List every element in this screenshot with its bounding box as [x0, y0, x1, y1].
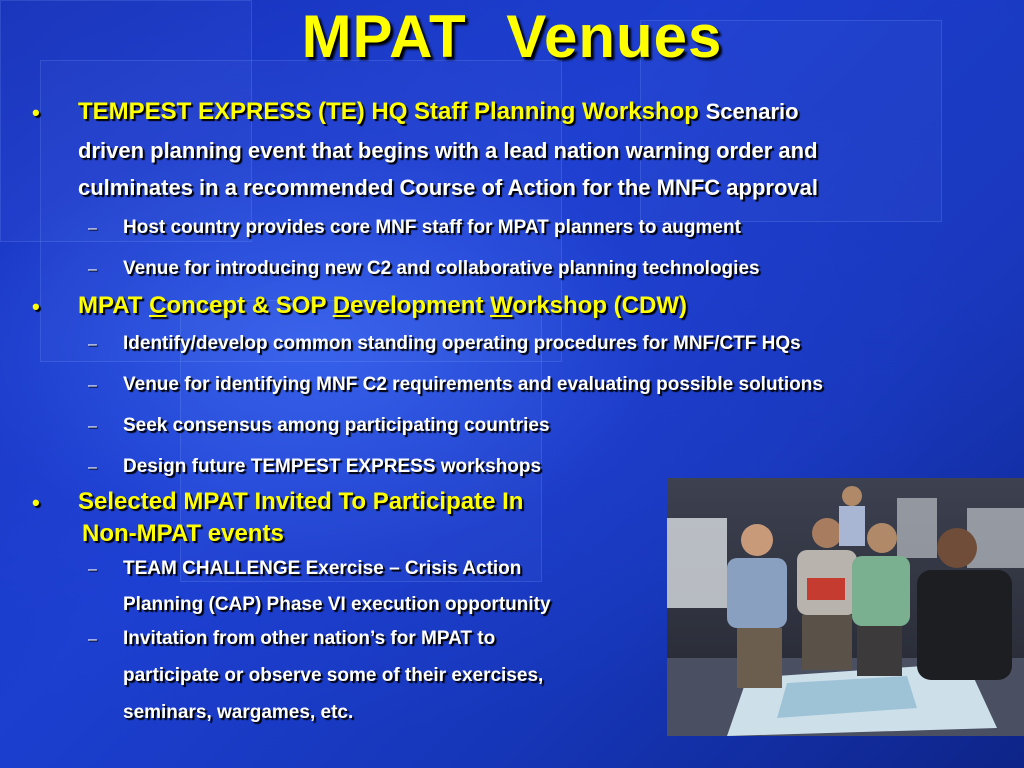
- bullet-3-line-1: Selected MPAT Invited To Participate In: [78, 488, 524, 515]
- dash-marker: –: [88, 261, 97, 278]
- heading-part: oncept & SOP: [166, 292, 333, 319]
- dash-marker: –: [88, 631, 97, 648]
- sub-bullet: Invitation from other nation’s for MPAT to: [123, 628, 496, 649]
- heading-letter: D: [332, 292, 351, 319]
- bullet-1-line-3: culminates in a recommended Course of Action for the MNFC approval: [78, 175, 818, 200]
- dash-marker: –: [88, 561, 97, 578]
- dash-marker: –: [88, 459, 97, 476]
- dash-marker: –: [88, 336, 97, 353]
- sub-bullet-continued: seminars, wargames, etc.: [123, 702, 354, 723]
- sub-bullet-continued: Planning (CAP) Phase VI execution opportunity: [123, 594, 551, 615]
- dash-marker: –: [88, 418, 97, 435]
- sub-bullet: Host country provides core MNF staff for MPAT planners to augment: [123, 217, 741, 238]
- heading-part: orkshop (CDW): [512, 292, 687, 319]
- slide-title: MPAT Venues: [301, 3, 723, 70]
- bullet-1-line-2: driven planning event that begins with a lead nation warning order and: [78, 138, 818, 163]
- sub-bullet: Seek consensus among participating countries: [123, 415, 550, 436]
- heading-letter: C: [149, 292, 167, 319]
- bullet-1-text: Scenario: [705, 99, 799, 124]
- dash-marker: –: [88, 377, 97, 394]
- dash-marker: –: [88, 220, 97, 237]
- bullet-marker: •: [32, 100, 40, 125]
- sub-bullet: TEAM CHALLENGE Exercise – Crisis Action: [123, 558, 522, 579]
- sub-bullet: Design future TEMPEST EXPRESS workshops: [123, 456, 542, 477]
- heading-letter: W: [490, 292, 513, 319]
- sub-bullet: Venue for introducing new C2 and collaborative planning technologies: [123, 258, 760, 279]
- bullet-3-line-2: Non-MPAT events: [82, 520, 284, 547]
- workshop-photo: [667, 478, 1024, 736]
- bullet-marker: •: [32, 294, 40, 319]
- heading-part: MPAT: [78, 292, 150, 319]
- sub-bullet: Venue for identifying MNF C2 requirements and evaluating possible solutions: [123, 374, 823, 395]
- workshop-photo-icon: [667, 478, 1024, 736]
- sub-bullet-continued: participate or observe some of their exercises,: [123, 665, 544, 686]
- heading-part: evelopment: [350, 292, 491, 319]
- sub-bullet: Identify/develop common standing operating procedures for MNF/CTF HQs: [123, 333, 801, 354]
- bullet-2-heading: [78, 292, 687, 320]
- bullet-marker: •: [32, 490, 40, 515]
- bullet-1-line-1: [78, 98, 799, 126]
- bullet-1-highlight: TEMPEST EXPRESS (TE) HQ Staff Planning Workshop: [78, 98, 699, 125]
